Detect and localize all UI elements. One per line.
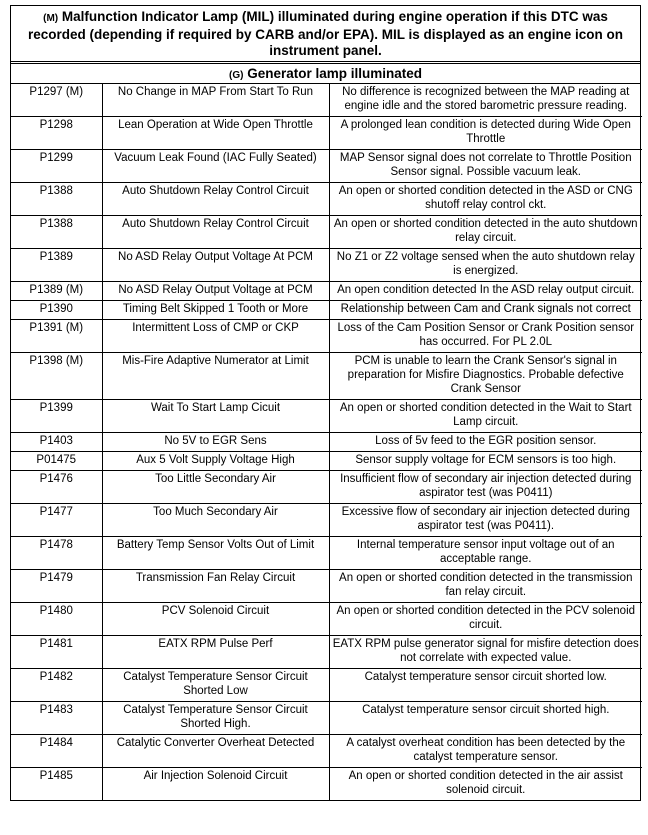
table-row	[11, 400, 642, 433]
dtc-name-cell: Mis-Fire Adaptive Numerator at Limit	[102, 353, 329, 400]
dtc-code-cell: P1298	[11, 117, 102, 150]
table-row	[11, 216, 642, 249]
dtc-code-cell: P1398 (M)	[11, 353, 102, 400]
dtc-code-cell: P1484	[11, 735, 102, 768]
dtc-description-cell: MAP Sensor signal does not correlate to Throttle Position Sensor signal. Possible vacuum leak.	[329, 150, 642, 183]
dtc-code-cell: P1480	[11, 603, 102, 636]
dtc-code-cell: P1299	[11, 150, 102, 183]
dtc-description-cell: Catalyst temperature sensor circuit shorted high.	[329, 702, 642, 735]
dtc-code-cell: P1478	[11, 537, 102, 570]
dtc-name-cell: No Change in MAP From Start To Run	[102, 84, 329, 117]
dtc-code-cell: P1481	[11, 636, 102, 669]
dtc-description-cell: Loss of the Cam Position Sensor or Crank Position sensor has occurred. For PL 2.0L	[329, 320, 642, 353]
table-row	[11, 471, 642, 504]
dtc-code-cell: P1389 (M)	[11, 282, 102, 301]
dtc-name-cell: No 5V to EGR Sens	[102, 433, 329, 452]
dtc-name-cell: Auto Shutdown Relay Control Circuit	[102, 183, 329, 216]
mil-legend-text: Malfunction Indicator Lamp (MIL) illuminated during engine operation if this DTC was recorded (depending if required by CARB and/or EPA). MIL is displayed as an engine icon on instrument panel.	[27, 9, 624, 58]
dtc-name-cell: No ASD Relay Output Voltage At PCM	[102, 249, 329, 282]
table-row	[11, 117, 642, 150]
dtc-code-cell: P1477	[11, 504, 102, 537]
table-row	[11, 537, 642, 570]
table-row	[11, 570, 642, 603]
dtc-name-cell: Lean Operation at Wide Open Throttle	[102, 117, 329, 150]
table-row	[11, 768, 642, 801]
dtc-name-cell: EATX RPM Pulse Perf	[102, 636, 329, 669]
dtc-table-body	[11, 84, 642, 800]
dtc-description-cell: PCM is unable to learn the Crank Sensor's signal in preparation for Misfire Diagnostics. Probable defective Crank Sensor	[329, 353, 642, 400]
dtc-description-cell: A prolonged lean condition is detected during Wide Open Throttle	[329, 117, 642, 150]
dtc-description-cell: Excessive flow of secondary air injection detected during aspirator test (was P0411).	[329, 504, 642, 537]
table-row	[11, 504, 642, 537]
dtc-code-cell: P1483	[11, 702, 102, 735]
dtc-name-cell: Timing Belt Skipped 1 Tooth or More	[102, 301, 329, 320]
table-row	[11, 702, 642, 735]
dtc-description-cell: Internal temperature sensor input voltage out of an acceptable range.	[329, 537, 642, 570]
dtc-document	[10, 5, 641, 801]
dtc-table	[11, 84, 642, 800]
dtc-code-cell: P1389	[11, 249, 102, 282]
dtc-description-cell: A catalyst overheat condition has been detected by the catalyst temperature sensor.	[329, 735, 642, 768]
dtc-name-cell: Too Little Secondary Air	[102, 471, 329, 504]
dtc-code-cell: P1482	[11, 669, 102, 702]
dtc-name-cell: Too Much Secondary Air	[102, 504, 329, 537]
dtc-name-cell: Transmission Fan Relay Circuit	[102, 570, 329, 603]
dtc-description-cell: An open or shorted condition detected in the auto shutdown relay circuit.	[329, 216, 642, 249]
table-row	[11, 433, 642, 452]
table-row	[11, 636, 642, 669]
dtc-name-cell: Catalyst Temperature Sensor Circuit Shorted Low	[102, 669, 329, 702]
dtc-code-cell: P1485	[11, 768, 102, 801]
dtc-description-cell: An open condition detected In the ASD relay output circuit.	[329, 282, 642, 301]
dtc-description-cell: Catalyst temperature sensor circuit shorted low.	[329, 669, 642, 702]
dtc-name-cell: Air Injection Solenoid Circuit	[102, 768, 329, 801]
table-row	[11, 669, 642, 702]
dtc-description-cell: Insufficient flow of secondary air injection detected during aspirator test (was P0411)	[329, 471, 642, 504]
mil-tag: (M)	[43, 13, 59, 24]
table-row	[11, 452, 642, 471]
dtc-name-cell: No ASD Relay Output Voltage at PCM	[102, 282, 329, 301]
dtc-description-cell: No Z1 or Z2 voltage sensed when the auto shutdown relay is energized.	[329, 249, 642, 282]
dtc-description-cell: EATX RPM pulse generator signal for misfire detection does not correlate with expected value.	[329, 636, 642, 669]
dtc-code-cell: P1388	[11, 183, 102, 216]
table-row	[11, 353, 642, 400]
table-row	[11, 84, 642, 117]
dtc-code-cell: P01475	[11, 452, 102, 471]
dtc-code-cell: P1391 (M)	[11, 320, 102, 353]
dtc-description-cell: An open or shorted condition detected in the Wait to Start Lamp circuit.	[329, 400, 642, 433]
dtc-description-cell: An open or shorted condition detected in the PCV solenoid circuit.	[329, 603, 642, 636]
dtc-description-cell: An open or shorted condition detected in the transmission fan relay circuit.	[329, 570, 642, 603]
dtc-code-cell: P1403	[11, 433, 102, 452]
table-row	[11, 249, 642, 282]
dtc-description-cell: An open or shorted condition detected in the ASD or CNG shutoff relay control ckt.	[329, 183, 642, 216]
dtc-code-cell: P1388	[11, 216, 102, 249]
dtc-code-cell: P1297 (M)	[11, 84, 102, 117]
table-row	[11, 282, 642, 301]
table-row	[11, 301, 642, 320]
table-row	[11, 320, 642, 353]
dtc-description-cell: An open or shorted condition detected in the air assist solenoid circuit.	[348, 770, 623, 796]
dtc-name-cell: Wait To Start Lamp Cicuit	[102, 400, 329, 433]
dtc-code-cell: P1476	[11, 471, 102, 504]
dtc-description-cell: No difference is recognized between the MAP reading at engine idle and the stored barometric pressure reading.	[329, 84, 642, 117]
dtc-description-cell: Sensor supply voltage for ECM sensors is too high.	[329, 452, 642, 471]
generator-legend-text: Generator lamp illuminated	[247, 66, 422, 81]
dtc-code-cell: P1390	[11, 301, 102, 320]
dtc-name-cell: PCV Solenoid Circuit	[102, 603, 329, 636]
dtc-name-cell: Aux 5 Volt Supply Voltage High	[102, 452, 329, 471]
dtc-code-cell: P1479	[11, 570, 102, 603]
dtc-name-cell: Intermittent Loss of CMP or CKP	[102, 320, 329, 353]
table-row	[11, 735, 642, 768]
dtc-name-cell: Catalyst Temperature Sensor Circuit Shorted High.	[102, 702, 329, 735]
dtc-name-cell: Catalytic Converter Overheat Detected	[102, 735, 329, 768]
dtc-description-cell: Relationship between Cam and Crank signals not correct	[329, 301, 642, 320]
table-row	[11, 603, 642, 636]
table-row	[11, 183, 642, 216]
dtc-name-cell: Auto Shutdown Relay Control Circuit	[102, 216, 329, 249]
dtc-name-cell: Battery Temp Sensor Volts Out of Limit	[102, 537, 329, 570]
generator-legend	[11, 64, 640, 84]
generator-tag: (G)	[228, 70, 244, 81]
dtc-description-cell: Loss of 5v feed to the EGR position sensor.	[329, 433, 642, 452]
dtc-code-cell: P1399	[11, 400, 102, 433]
table-row	[11, 150, 642, 183]
mil-legend	[11, 6, 640, 64]
dtc-name-cell: Vacuum Leak Found (IAC Fully Seated)	[102, 150, 329, 183]
